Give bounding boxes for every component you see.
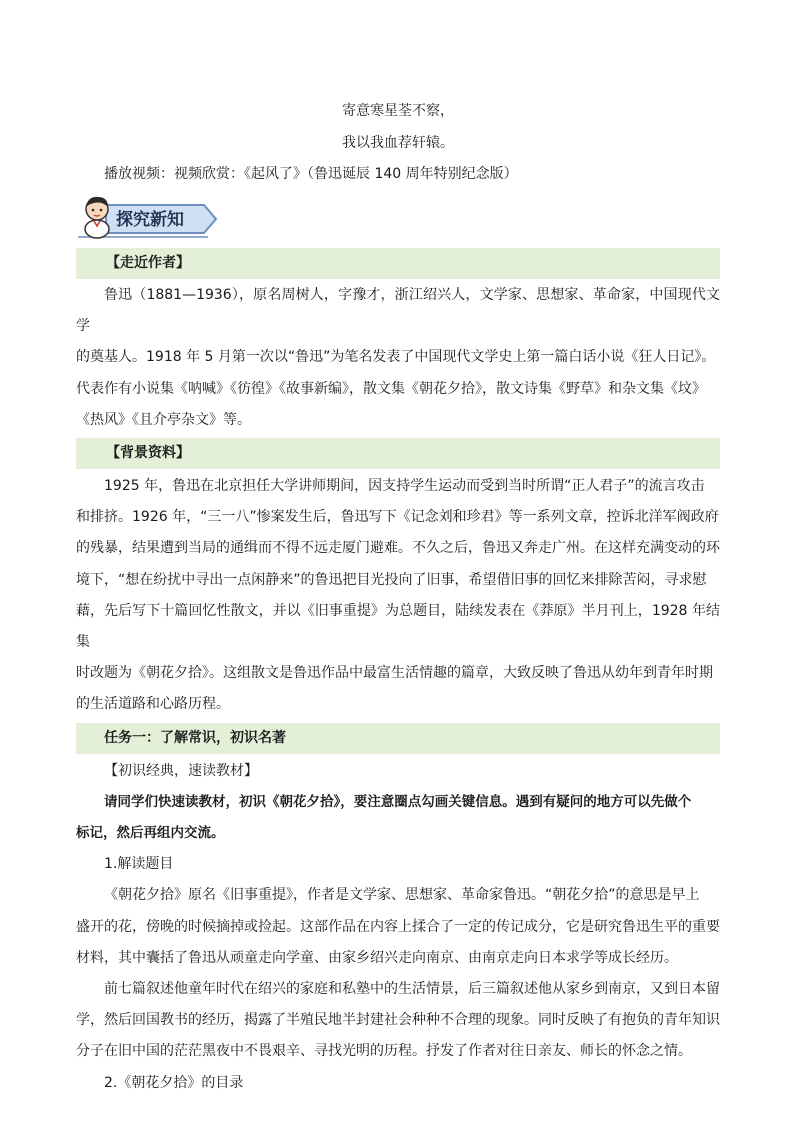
background-line-2: 和排挤。1926 年，“三一八”惨案发生后，鲁迅写下《记念刘和珍君》等一系列文章，控诉北洋军阀政府 <box>76 509 719 526</box>
task1-header: 任务一：了解常识，初识名著 <box>76 723 720 754</box>
author-line-4: 《热风》《且介亭杂文》等。 <box>76 411 251 428</box>
background-section-header: 【背景资料】 <box>76 438 720 469</box>
video-line: 播放视频：视频欣赏：《起风了》（鲁迅诞辰 140 周年特别纪念版） <box>104 166 518 182</box>
item1-p2-line-1: 前七篇叙述他童年时代在绍兴的家庭和私塾中的生活情景，后三篇叙述他从家乡到南京，又到日本留 <box>104 981 720 998</box>
author-line-2: 的奠基人。1918 年 5 月第一次以“鲁迅”为笔名发表了中国现代文学史上第一篇白话小说《狂人日记》。 <box>76 349 716 366</box>
banner-graphic <box>76 193 226 245</box>
background-line-5: 藉，先后写下十篇回忆性散文，并以《旧事重提》为总题目，陆续发表在《莽原》半月刊上，1928 年结集 <box>76 602 720 651</box>
background-line-6: 时改题为《朝花夕拾》。这组散文是鲁迅作品中最富生活情趣的篇章，大致反映了鲁迅从幼年到青年时期 <box>76 665 713 682</box>
author-section-header: 【走近作者】 <box>76 248 720 279</box>
task1-subheader: 【初识经典，速读教材】 <box>104 762 258 779</box>
item1-line-3: 材料，其中囊括了鲁迅从顽童走向学童、由家乡绍兴走向南京、由南京走向日本求学等成长经历。 <box>76 949 678 966</box>
author-line-1: 鲁迅（1881—1936），原名周树人，字豫才，浙江绍兴人，文学家、思想家、革命家，中国现代文学 <box>76 287 720 335</box>
item1-p2-line-2: 学，然后回国教书的经历，揭露了半殖民地半封建社会种种不合理的现象。同时反映了有抱负的青年知识 <box>76 1012 720 1029</box>
item1-line-2: 盛开的花，傍晚的时候摘掉或捡起。这部作品在内容上揉合了一定的传记成分，它是研究鲁迅生平的重要 <box>76 918 720 935</box>
author-line-3: 代表作有小说集《呐喊》《彷徨》《故事新编》，散文集《朝花夕拾》，散文诗集《野草》和杂文集《坟》 <box>76 380 706 397</box>
item1-p2-line-3: 分子在旧中国的茫茫黑夜中不畏艰辛、寻找光明的历程。抒发了作者对往日亲友、师长的怀念之情。 <box>76 1043 692 1060</box>
task1-instruction-line-1: 请同学们快速读教材，初识《朝花夕拾》，要注意圈点勾画关键信息。遇到有疑问的地方可以先做个 <box>104 793 692 810</box>
document-page <box>76 96 720 1099</box>
background-line-1: 1925 年，鲁迅在北京担任大学讲师期间，因支持学生运动而受到当时所谓“正人君子”的流言攻击 <box>104 478 705 495</box>
background-line-7: 的生活道路和心路历程。 <box>76 696 230 713</box>
background-line-3: 的残暴，结果遭到当局的通缉而不得不远走厦门避难。不久之后，鲁迅又奔走广州。在这样充满变动的环 <box>76 540 720 557</box>
banner-title: 探究新知 <box>116 210 184 230</box>
item1-title: 1.解读题目 <box>104 856 174 873</box>
poem-line-2: 我以我血荐轩辕。 <box>342 135 454 151</box>
task1-instruction-line-2: 标记，然后再组内交流。 <box>76 825 225 842</box>
background-line-4: 境下，“想在纷扰中寻出一点闲静来”的鲁迅把目光投向了旧事，希望借旧事的回忆来排除苦闷，寻求慰 <box>76 571 707 588</box>
poem-line-1: 寄意寒星荃不察， <box>342 103 454 119</box>
item1-line-1: 《朝花夕拾》原名《旧事重提》，作者是文学家、思想家、革命家鲁迅。“朝花夕拾”的意思是早上 <box>104 887 700 904</box>
item2-title: 2.《朝花夕拾》的目录 <box>104 1074 244 1091</box>
section-banner <box>76 193 720 245</box>
